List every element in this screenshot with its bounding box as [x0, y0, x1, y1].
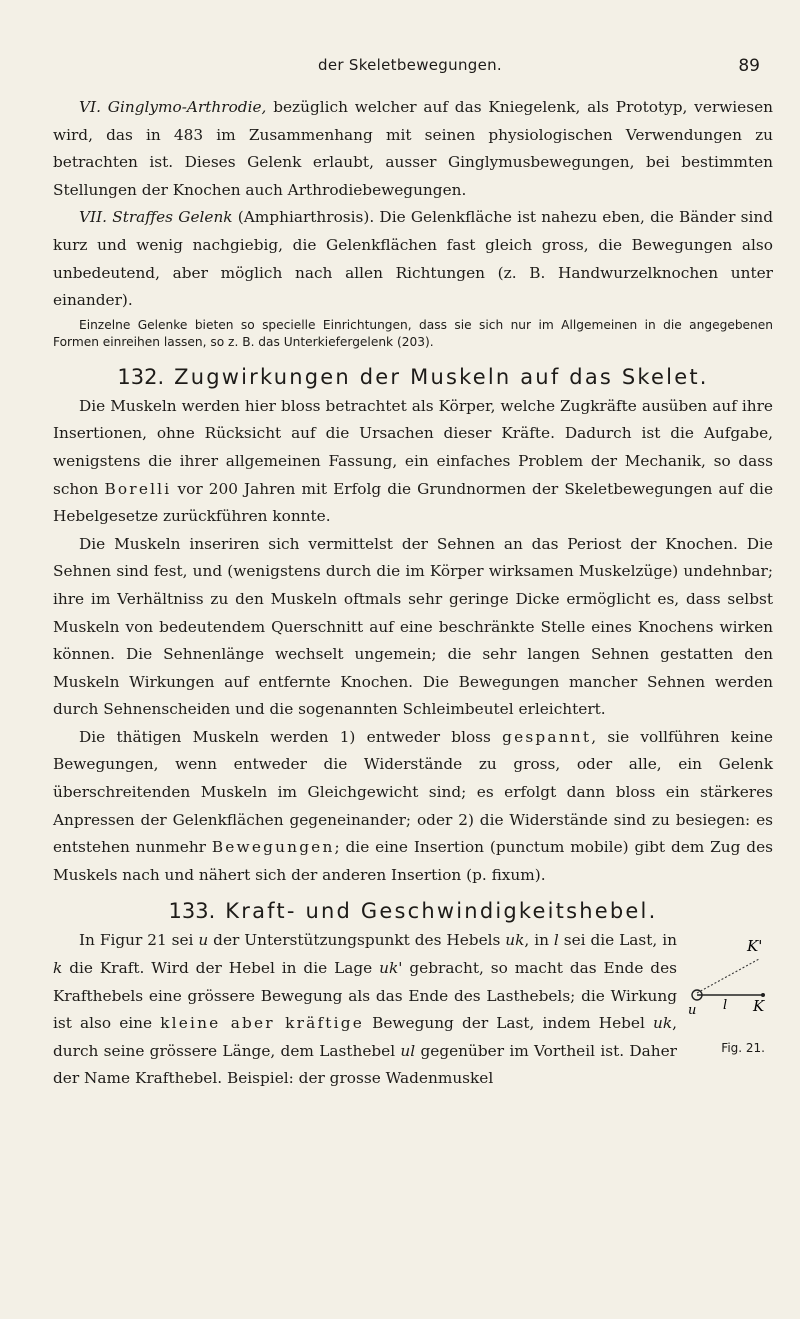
page-number: 89 [738, 56, 760, 76]
text-run: vor 200 Jahren mit Erfolg die Grundnormen der Skeletbewegungen auf die Hebelgesetze zurückführen konnte. [53, 479, 773, 526]
label-k-prime: K' [747, 937, 763, 956]
text-run: Die thätigen Muskeln werden 1) entweder bloss [79, 727, 503, 746]
text-run: gebracht, so macht das Ende des Krafthebels eine grössere Bewegung als das Ende des Lasthebels; die Wirkung ist also eine [53, 959, 678, 1033]
symbol-uk: uk [505, 931, 525, 950]
text-run: , durch seine grössere Länge, dem Lasthebel [53, 1014, 678, 1060]
section-vii-label: VII. [79, 208, 107, 227]
small-print-note: Einzelne Gelenke bieten so specielle Einrichtungen, dass sie sich nur im Allgemeinen in die angegebenen Formen einreihen lassen, so z. B. das Unterkiefergelenk (203). [53, 317, 773, 349]
section-vi-text: bezüglich welcher auf das Kniegelenk, als Prototyp, verwiesen wird, das in 483 im Zusammenhang mit seinen physiologischen Verwendungen zu betrachten ist. Dieses Gelenk erlaubt, ausser Ginglymusbewegungen, bei bestimmten Stellungen der Knochen auch Arthrodiebewegungen. [53, 98, 773, 199]
text-run: sei die Last, in [558, 931, 677, 950]
label-l: l [723, 998, 728, 1014]
term-gespannt: gespannt [502, 727, 592, 746]
section-132-heading [53, 365, 773, 389]
section-133-title: Kraft- und Geschwindigkeitshebel. [225, 899, 658, 924]
section-133-number: 133. [168, 899, 216, 924]
section-132-title: Zugwirkungen der Muskeln auf das Skelet. [174, 364, 709, 389]
text-run: Bewegung der Last, indem Hebel [364, 1014, 654, 1033]
section-vi-title: Ginglymo-Arthrodie, [107, 98, 267, 116]
text-run: der Unterstützungspunkt des Hebels [208, 931, 506, 950]
section-133-paragraph-1 [53, 927, 773, 1093]
text-run: gegenüber im Vortheil ist. Daher der Name Krafthebel. Beispiel: der grosse Wadenmuskel [53, 1041, 677, 1088]
text-run: , sie vollführen keine Bewegungen, wenn entweder die Widerstände zu gross, oder alle, ein Gelenk überschreitenden Muskeln im Gleichgewicht sind; es erfolgt dann bloss ein stärkeres Anpressen der Gelenkflächen gegeneinander; oder 2) die Widerstände sind zu besiegen: es entstehen nunmehr [53, 727, 773, 857]
section-133-heading [53, 899, 773, 923]
section-vi-paragraph [53, 94, 773, 204]
text-run: ; die eine Insertion (punctum mobile) gibt dem Zug des Muskels nach und nähert sich der anderen Insertion (p. fixum). [53, 838, 773, 884]
figure-caption: Fig. 21. [721, 1041, 765, 1056]
figure-21 [683, 931, 773, 1056]
text-run: die Kraft. Wird der Hebel in die Lage [62, 959, 380, 978]
lever-diagram [683, 931, 773, 1051]
section-133-block [53, 927, 773, 1093]
term-bewegungen: Bewegungen [211, 838, 335, 857]
section-132-number: 132. [117, 364, 165, 389]
page-body [53, 94, 773, 1093]
symbol-uk: uk [653, 1014, 673, 1033]
section-vii-title: Straffes Gelenk [112, 208, 233, 227]
page-header [60, 56, 760, 84]
symbol-u: u [198, 931, 209, 950]
text-run: In Figur 21 sei [79, 931, 199, 950]
text-run: Die Muskeln werden hier bloss betrachtet als Körper, welche Zugkräfte ausüben auf ihre Insertionen, ohne Rücksicht auf die Ursachen dieser Kräfte. Dadurch ist die Aufgabe, wenigstens die ihrer allgemeinen Fassung, ein einfaches Problem der Mechanik, so dass schon [53, 396, 773, 498]
running-head: der Skeletbewegungen. [318, 56, 502, 74]
wrapped-text [53, 927, 773, 1093]
section-132-paragraph-2: Die Muskeln inseriren sich vermittelst der Sehnen an das Periost der Knochen. Die Sehnen sind fest, und (wenigstens durch die im Körper wirksamen Muskelzüge) undehnbar; ihre im Verhältniss zu den Muskeln oftmals sehr geringe Dicke ermöglicht es, dass selbst Muskeln von bedeutendem Querschnitt auf eine beschränkte Stelle eines Knochens wirken können. Die Sehnenlänge wechselt ungemein; die sehr langen Sehnen gestatten den Muskeln Wirkungen auf entfernte Knochen. Die Bewegungen mancher Sehnen werden durch Sehnenscheiden und die sogenannten Schleimbeutel erleichtert. [53, 534, 773, 719]
label-k: K [753, 997, 765, 1016]
section-vii-text: (Amphiarthrosis). Die Gelenkfläche ist nahezu eben, die Bänder sind kurz und wenig nachgiebig, die Gelenkflächen fast gleich gross, die Bewegungen also unbedeutend, aber möglich nach allen Richtungen (z. B. Handwurzelknochen unter einander). [53, 208, 774, 310]
symbol-k: k [53, 959, 63, 978]
label-u: u [688, 1003, 697, 1019]
symbol-l: l [553, 931, 559, 950]
symbol-uk-prime: uk' [379, 959, 403, 978]
section-132-paragraph-3 [53, 724, 773, 890]
term-kleine-aber-kraeftige: kleine aber kräftige [160, 1014, 364, 1033]
name-borelli: Borelli [104, 479, 172, 498]
section-vi-label: VI. [79, 98, 101, 116]
lever-raised-dashed [697, 959, 759, 993]
symbol-ul: ul [400, 1041, 416, 1060]
section-vii-paragraph [53, 204, 773, 314]
text-run: , in [524, 931, 554, 950]
section-132-paragraph-1 [53, 393, 773, 531]
